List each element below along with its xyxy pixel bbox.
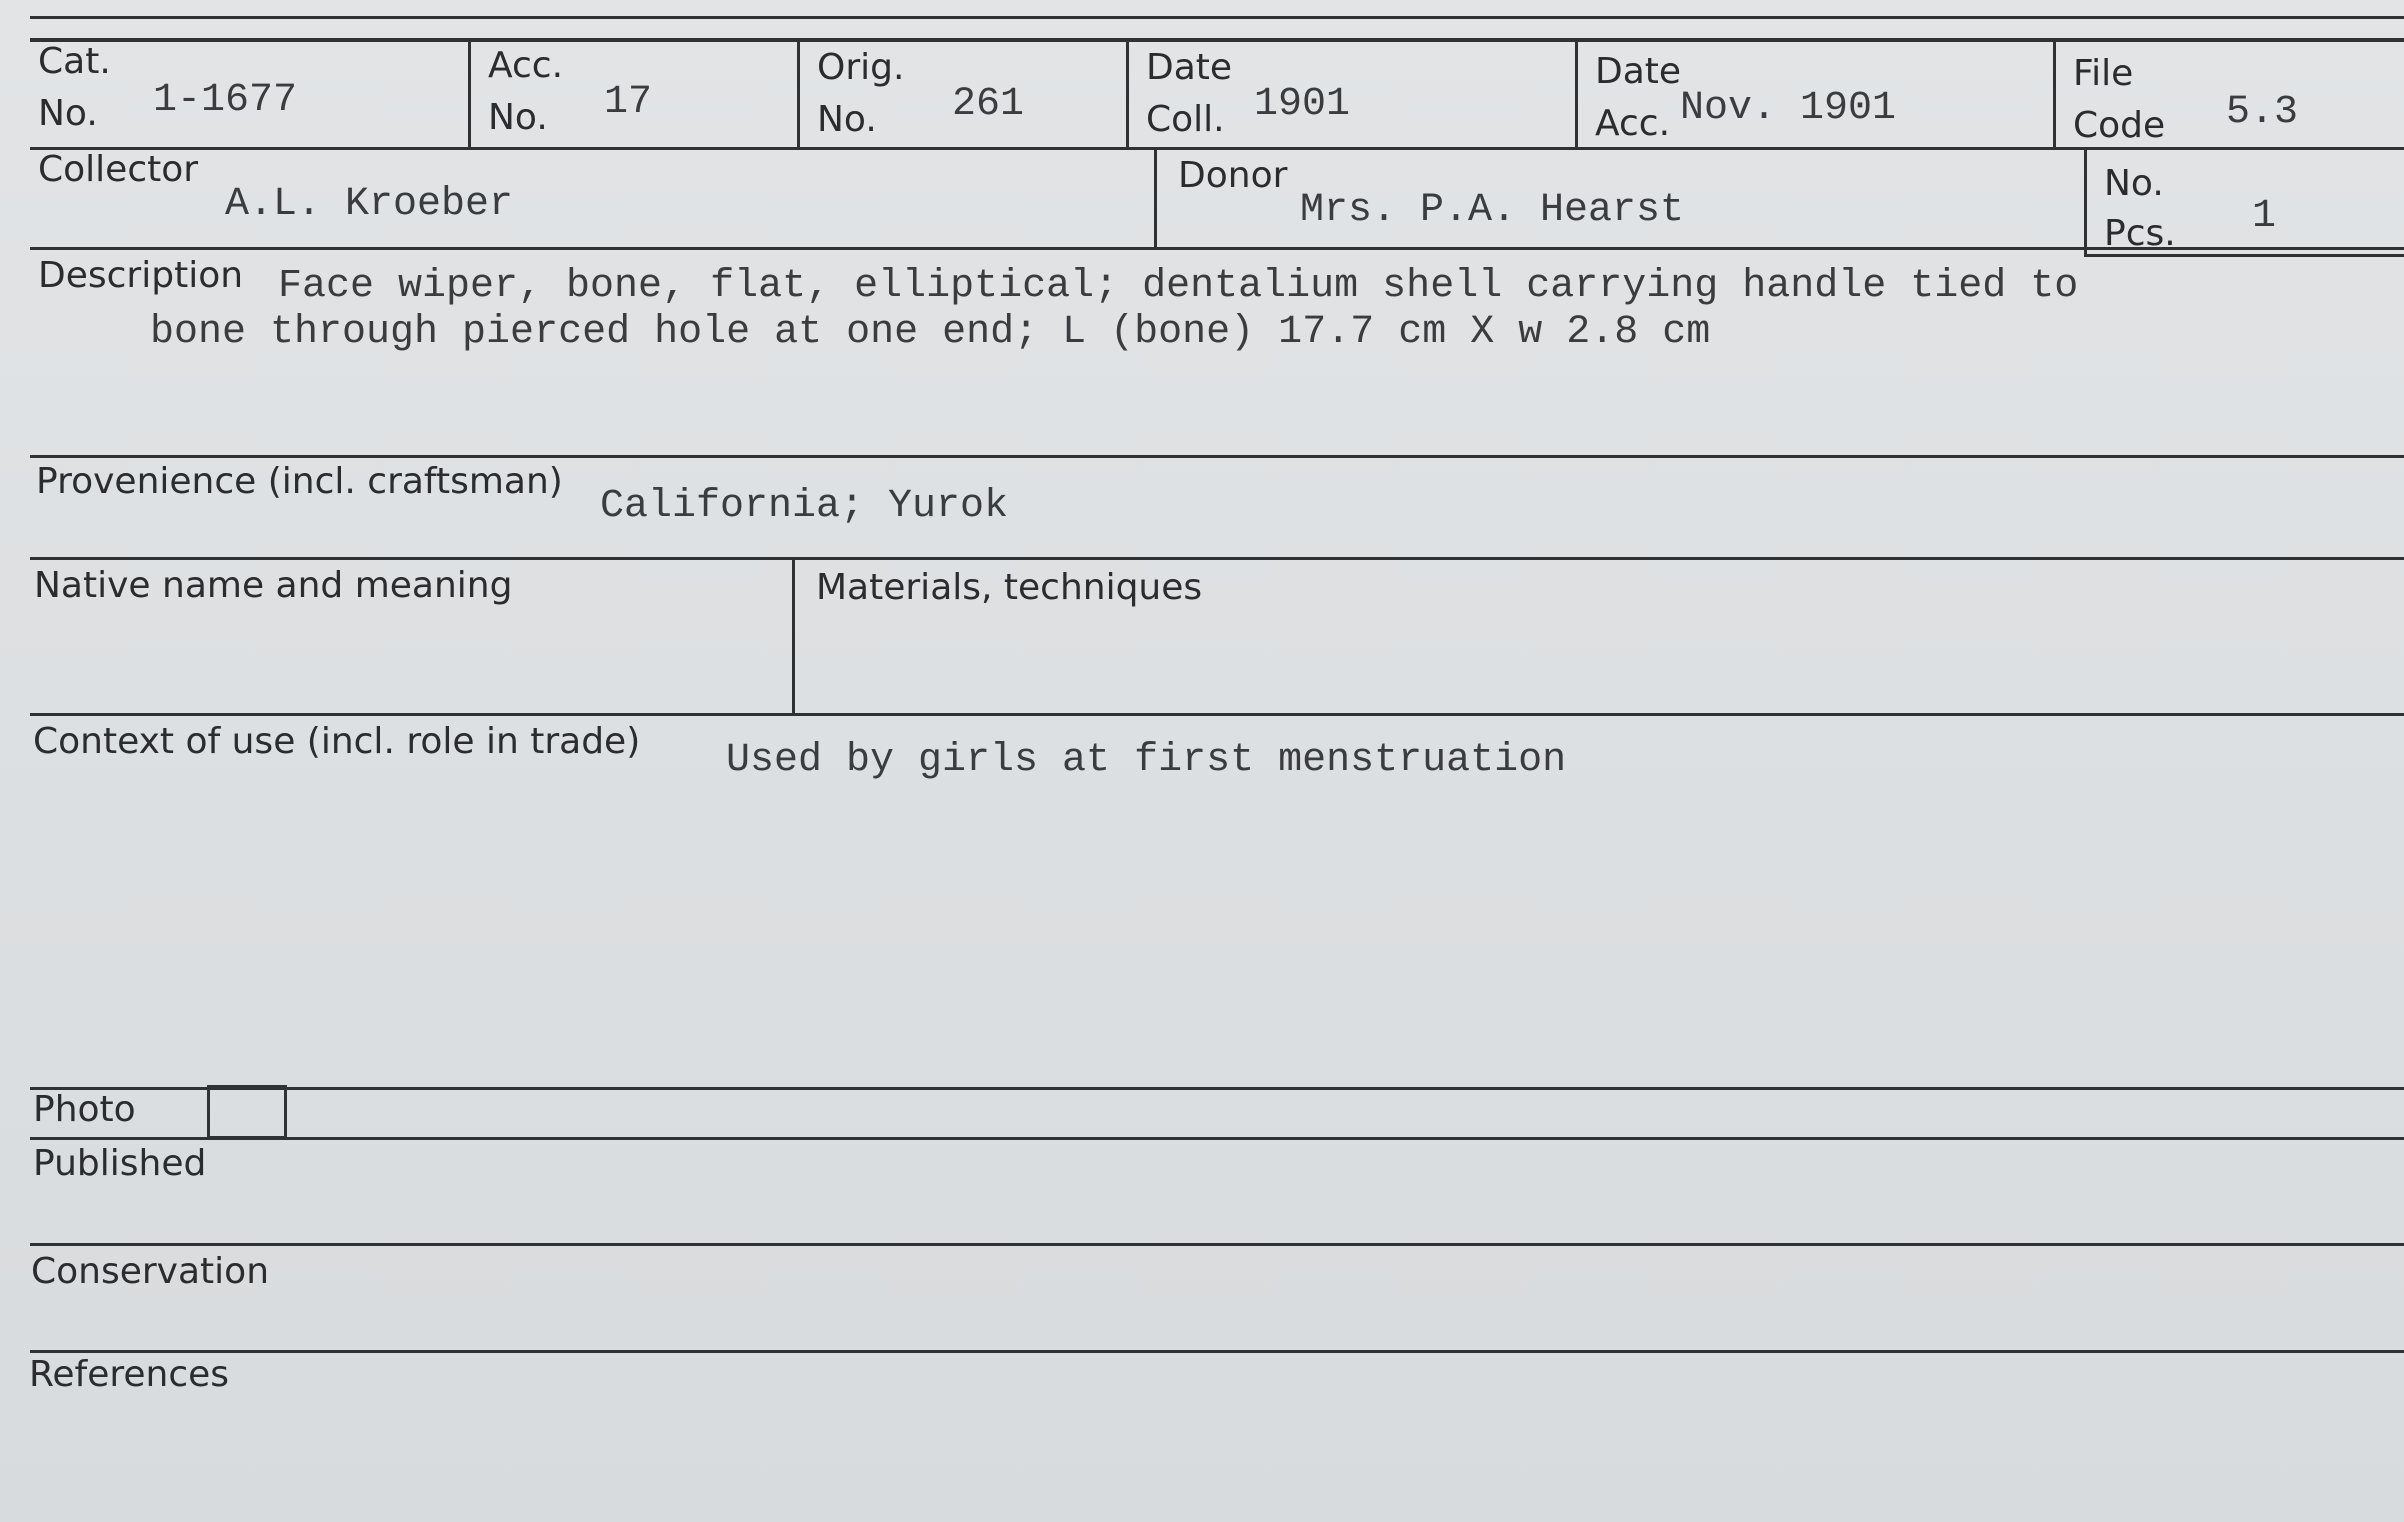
materials-label: Materials, techniques xyxy=(816,567,1203,608)
rule-context xyxy=(30,713,2404,716)
references-label: References xyxy=(29,1354,230,1395)
file-code-value: 5.3 xyxy=(2226,90,2299,135)
date-coll-label-1: Date xyxy=(1146,47,1233,88)
description-line-2: bone through pierced hole at one end; L (bone) 17.7 cm X w 2.8 cm xyxy=(150,310,1711,355)
file-code-label-1: File xyxy=(2073,53,2134,94)
date-coll-value: 1901 xyxy=(1254,82,1351,127)
published-label: Published xyxy=(33,1143,207,1184)
divider-donor-pcs xyxy=(2084,147,2087,254)
rule-photo xyxy=(30,1087,2404,1090)
collector-value: A.L. Kroeber xyxy=(225,182,514,227)
file-code-label-2: Code xyxy=(2073,105,2166,146)
description-line-1: Face wiper, bone, flat, elliptical; dentalium shell carrying handle tied to xyxy=(278,264,2079,309)
context-value: Used by girls at first menstruation xyxy=(726,738,1567,783)
rule-conservation xyxy=(30,1243,2404,1246)
pcs-value: 1 xyxy=(2252,194,2277,239)
divider-date-acc-file xyxy=(2053,38,2056,147)
rule-native-name xyxy=(30,557,2404,560)
donor-value: Mrs. P.A. Hearst xyxy=(1300,188,1685,233)
divider-acc-orig xyxy=(797,38,800,147)
orig-label-2: No. xyxy=(817,99,877,140)
divider-cat-acc xyxy=(468,38,471,147)
date-acc-value: Nov. 1901 xyxy=(1680,86,1897,131)
date-acc-label-1: Date xyxy=(1595,51,1682,92)
rule-references xyxy=(30,1350,2404,1353)
native-name-label: Native name and meaning xyxy=(34,565,513,606)
pcs-label-1: No. xyxy=(2104,163,2164,204)
divider-date-coll-date-acc xyxy=(1575,38,1578,147)
provenience-label: Provenience (incl. craftsman) xyxy=(36,461,563,502)
rule-collector xyxy=(30,147,2404,150)
rule-provenience xyxy=(30,455,2404,458)
acc-label-1: Acc. xyxy=(488,45,564,86)
acc-number: 17 xyxy=(604,80,653,125)
rule-description xyxy=(30,247,2404,250)
orig-label-1: Orig. xyxy=(817,47,905,88)
date-acc-label-2: Acc. xyxy=(1595,103,1671,144)
photo-checkbox xyxy=(207,1085,287,1139)
divider-orig-date-coll xyxy=(1126,38,1129,147)
conservation-label: Conservation xyxy=(31,1251,270,1292)
date-coll-label-2: Coll. xyxy=(1146,99,1225,140)
cat-label-1: Cat. xyxy=(38,41,111,82)
donor-label: Donor xyxy=(1178,155,1288,196)
rule-published xyxy=(30,1137,2404,1140)
description-label: Description xyxy=(38,255,244,296)
provenience-value: California; Yurok xyxy=(600,484,1009,529)
divider-collector-donor xyxy=(1154,147,1157,247)
acc-label-2: No. xyxy=(488,97,548,138)
cat-number: 1-1677 xyxy=(153,78,298,123)
cat-label-2: No. xyxy=(38,93,98,134)
rule-top-fields xyxy=(30,38,2404,42)
pcs-label-2: Pcs. xyxy=(2104,213,2176,254)
context-label: Context of use (incl. role in trade) xyxy=(33,721,641,762)
orig-number: 261 xyxy=(952,82,1025,127)
photo-label: Photo xyxy=(33,1089,136,1130)
divider-native-materials xyxy=(792,557,795,713)
rule-top-edge xyxy=(30,16,2404,19)
collector-label: Collector xyxy=(38,149,199,190)
